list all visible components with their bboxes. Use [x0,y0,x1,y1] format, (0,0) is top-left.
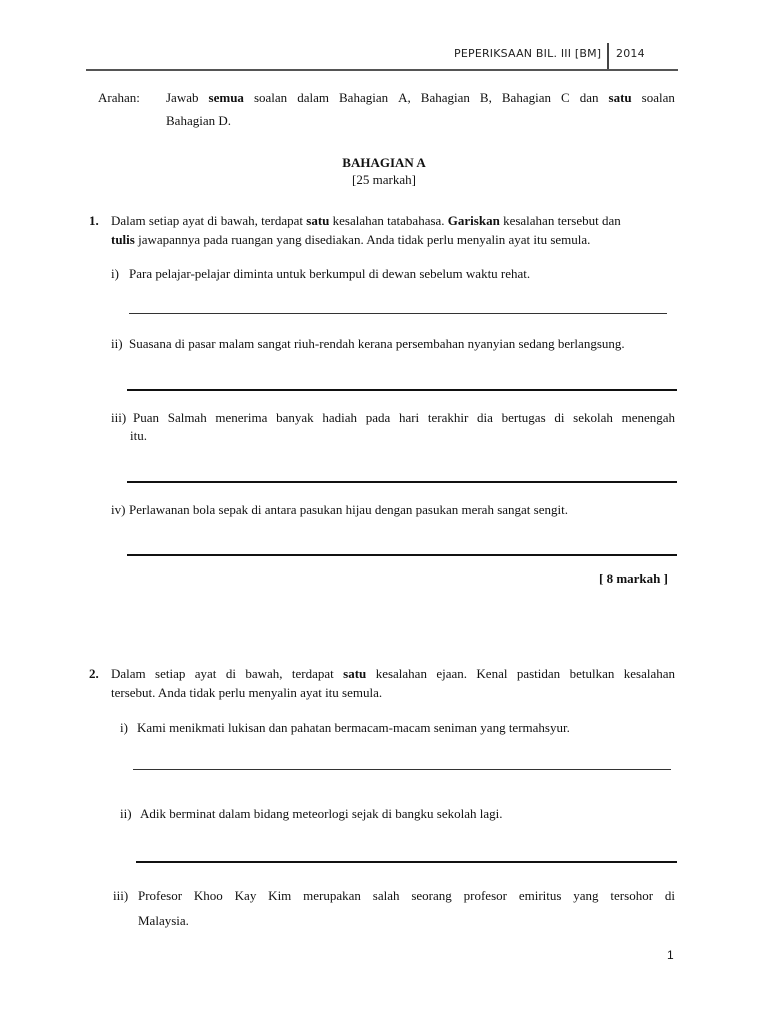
text-run: kesalahan ejaan. Kenal pastidan betulkan kesalahan [366,666,675,681]
q1-item-number: iv) [111,502,126,517]
instructions-line2: Bahagian D. [166,113,231,128]
text-run: kesalahan tersebut dan [499,213,621,228]
text-run-bold: Gariskan [447,213,500,228]
q1-item-number: i) [111,266,119,281]
q2-item-number: i) [120,720,128,735]
instr-word: A, [398,90,411,105]
header-rule [86,69,678,71]
header-divider [607,43,609,69]
text-run: Dalam setiap ayat di bawah, terdapat [111,666,344,681]
instr-word: C [561,90,570,105]
instructions-label: Arahan: [98,90,140,105]
instr-word: soalan [253,90,288,105]
q1-item-text: Para pelajar-pelajar diminta untuk berkumpul di dewan sebelum waktu rehat. [129,266,531,281]
instr-word: Bahagian [339,90,389,105]
answer-line[interactable] [127,481,677,483]
q2-item-text: Adik berminat dalam bidang meteorlogi sejak di bangku sekolah lagi. [140,806,503,821]
instr-word: dalam [297,90,329,105]
q1-item-number: iii) [111,410,127,425]
text-run-bold: satu [343,666,367,681]
header-year: 2014 [616,47,645,60]
section-title: BAHAGIAN A [342,155,426,170]
answer-line[interactable] [136,861,677,863]
q2-item-text-cont: Malaysia. [138,913,189,928]
instr-word-bold: semua [208,90,244,105]
page-number: 1 [667,948,674,962]
q1-item-number: ii) [111,336,123,351]
text-run-bold: satu [306,213,330,228]
text-run-bold: tulis [111,232,135,247]
answer-line[interactable] [127,389,677,391]
q2-item-text: Kami menikmati lukisan dan pahatan bermacam-macam seniman yang termahsyur. [137,720,570,735]
text-run: Dalam setiap ayat di bawah, terdapat [111,213,307,228]
instructions-line1 [166,88,675,107]
q1-item-text: Perlawanan bola sepak di antara pasukan hijau dengan pasukan merah sangat sengit. [129,502,568,517]
answer-line[interactable] [129,313,667,314]
q1-item-text: Puan Salmah menerima banyak hadiah pada hari terakhir dia bertugas di sekolah menengah [133,410,675,425]
instr-word: B, [479,90,492,105]
answer-line[interactable] [127,554,677,556]
instr-word: Bahagian [420,90,470,105]
q2-instruction-line1 [111,664,675,683]
instr-word: dan [579,90,599,105]
q1-item-text: Suasana di pasar malam sangat riuh-rendah kerana persembahan nyanyian sedang berlangsung. [129,336,625,351]
q1-instruction-line1 [111,211,621,230]
instr-word: Bahagian [501,90,551,105]
q2-instruction-line2: tersebut. Anda tidak perlu menyalin ayat itu semula. [111,685,383,700]
text-run: jawapannya pada ruangan yang disediakan. Anda tidak perlu menyalin ayat itu semula. [134,232,591,247]
q2-item-number: ii) [120,806,132,821]
section-marks: [25 markah] [352,172,416,187]
q1-number: 1. [89,213,99,228]
q1-item-text-cont: itu. [130,428,147,443]
q1-instruction-line2 [111,230,590,249]
header-title: PEPERIKSAAN BIL. III [BM] [454,47,602,60]
q2-item-number: iii) [113,888,129,903]
instr-word-bold: satu [608,90,632,105]
instr-word: soalan [641,90,675,105]
answer-line[interactable] [133,769,671,770]
q2-item-text: Profesor Khoo Kay Kim merupakan salah seorang profesor emiritus yang tersohor di [138,888,675,903]
text-run: kesalahan tatabahasa. [329,213,448,228]
q2-number: 2. [89,666,99,681]
q1-marks: [ 8 markah ] [599,571,668,586]
instr-word: Jawab [166,90,199,105]
